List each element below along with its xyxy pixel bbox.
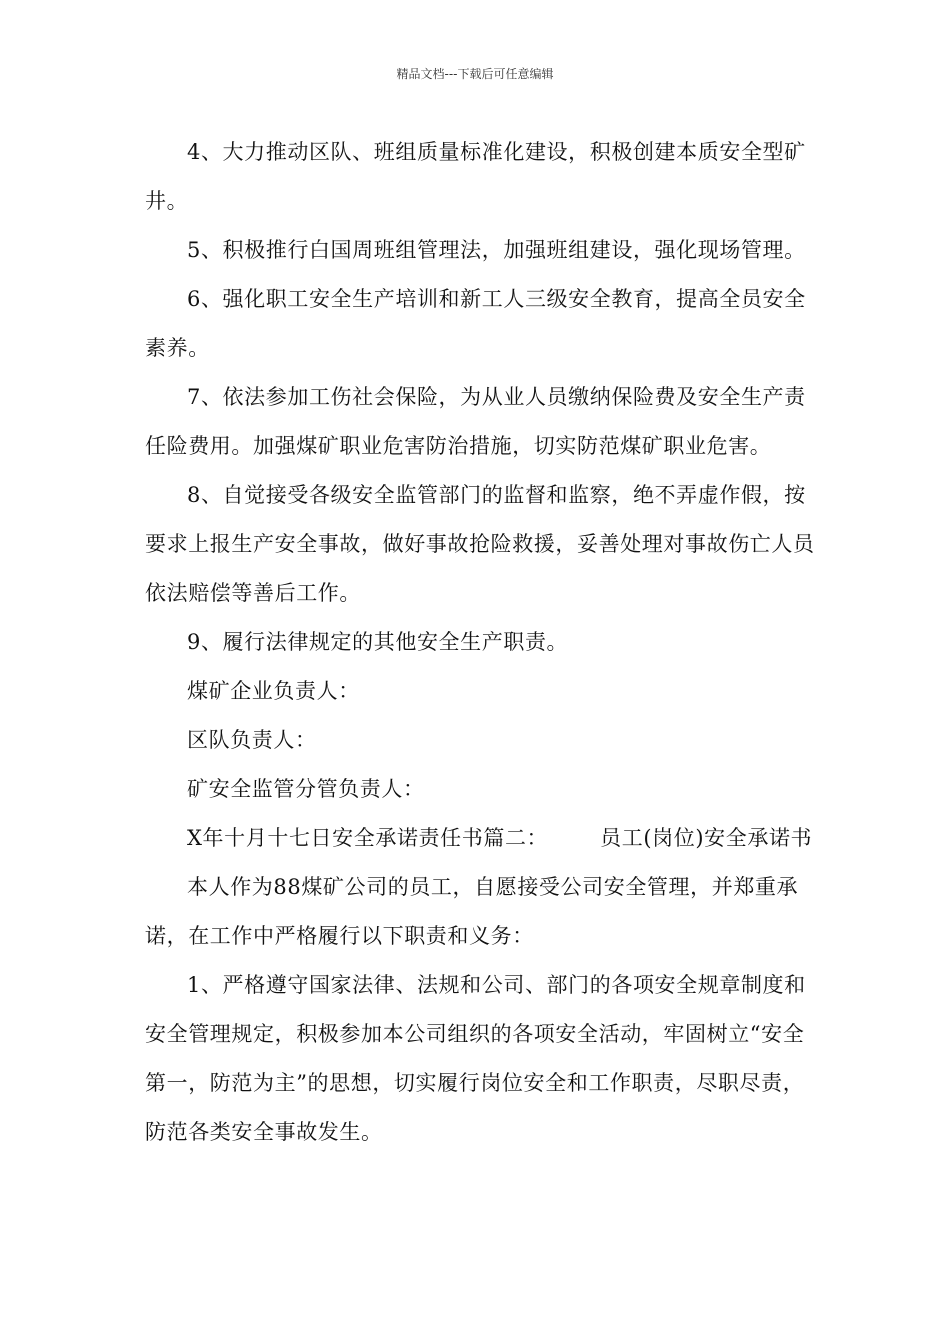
section-title — [145, 814, 815, 863]
paragraph-item-7: 7、依法参加工伤社会保险，为从业人员缴纳保险费及安全生产责任险费用。加强煤矿职业危害防治措施，切实防范煤矿职业危害。 — [145, 385, 806, 458]
document-body — [145, 128, 815, 1157]
section-title-date: X年十月十七日安全承诺责任书篇二： — [187, 826, 549, 850]
signature-coal-enterprise: 煤矿企业负责人： — [187, 679, 360, 703]
paragraph-item-4: 4、大力推动区队、班组质量标准化建设，积极创建本质安全型矿井。 — [145, 140, 806, 213]
signature-safety-supervisor: 矿安全监管分管负责人： — [187, 777, 425, 801]
section-title-name: 员工(岗位)安全承诺书 — [600, 826, 813, 850]
paragraph-item-9: 9、履行法律规定的其他安全生产职责。 — [187, 630, 569, 654]
paragraph-item-5: 5、积极推行白国周班组管理法，加强班组建设，强化现场管理。 — [187, 238, 806, 262]
pledge-item-1: 1、严格遵守国家法律、法规和公司、部门的各项安全规章制度和安全管理规定，积极参加本公司组织的各项安全活动，牢固树立“安全第一，防范为主”的思想，切实履行岗位安全和工作职责，尽职尽责，防范各类安全事故发生。 — [145, 973, 806, 1144]
paragraph-item-6: 6、强化职工安全生产培训和新工人三级安全教育，提高全员安全素养。 — [145, 287, 806, 360]
paragraph-item-8: 8、自觉接受各级安全监管部门的监督和监察，绝不弄虚作假，按要求上报生产安全事故，做好事故抢险救援，妥善处理对事故伤亡人员依法赔偿等善后工作。 — [145, 483, 815, 605]
pledge-intro: 本人作为88煤矿公司的员工，自愿接受公司安全管理，并郑重承诺，在工作中严格履行以下职责和义务： — [145, 875, 799, 948]
signature-team-leader: 区队负责人： — [187, 728, 317, 752]
page-header: 精品文档---下载后可任意编辑 — [396, 67, 554, 81]
